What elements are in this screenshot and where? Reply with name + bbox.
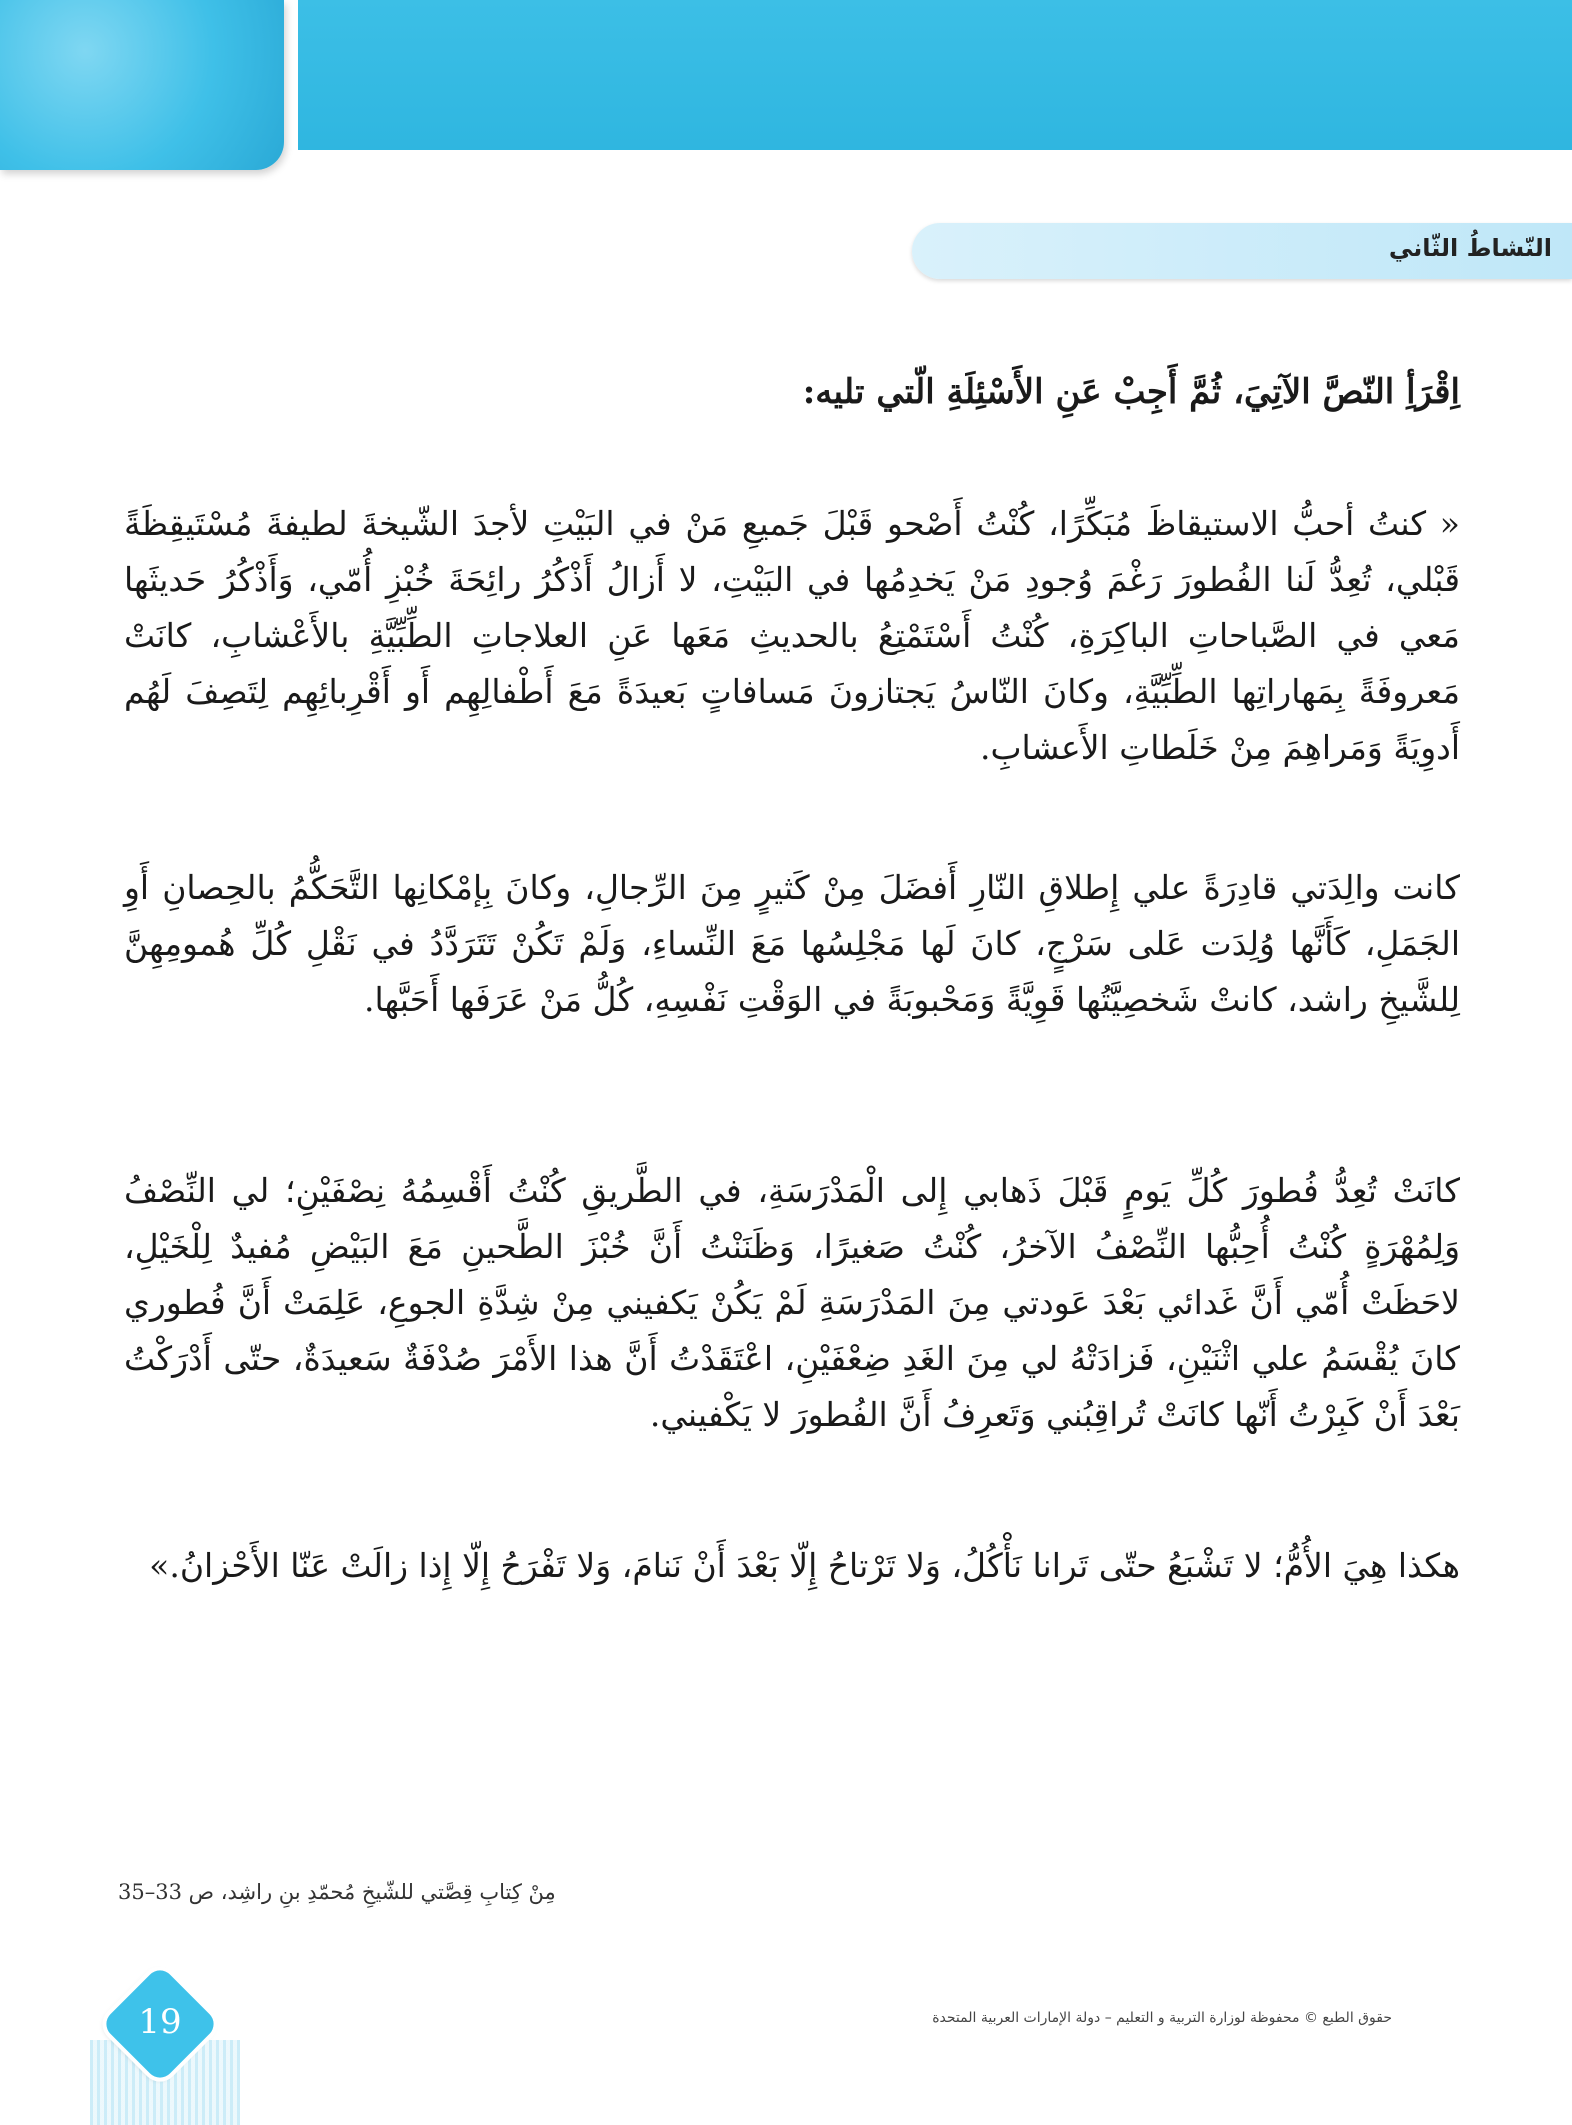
page-number-badge <box>100 1964 220 2084</box>
activity-title: النّشاطُ الثّاني <box>1388 234 1552 262</box>
paragraph-2: كانت والِدَتي قادِرَةً علي إِطلاقِ النّارِ أَفضَلَ مِنْ كَثيرٍ مِنَ الرِّجالِ، وكانَ بِإمْكانِها التَّحَكُّمُ بالحِصانِ أَوِ الجَمَلِ، كَأَنَّها وُلِدَت عَلى سَرْجٍ، كانَ لَها مَجْلِسُها مَعَ النِّساءِ، وَلَمْ تَكُنْ تَتَرَدَّدُ في نَقْلِ كُلِّ هُمومِهِنَّ لِلشَّيخِ راشد، كانتْ شَخصِيَّتُها قَوِيَّةً وَمَحْبوبَةً في الوَقْتِ نَفْسِهِ، كُلُّ مَنْ عَرَفَها أَحَبَّها. <box>124 868 1460 1019</box>
source-citation: مِنْ كِتابِ قِصَّتي للشّيخِ مُحمّدِ بنِ راشِد، ص 33–35 <box>118 1880 556 1904</box>
paragraph-1: « كنتُ أحبُّ الاستيقاظَ مُبَكِّرًا، كُنْتُ أَصْحو قَبْلَ جَميعِ مَنْ في البَيْتِ لأجدَ الشّيخةَ لطيفةَ مُسْتَيقِظَةً قَبْلي، تُعِدُّ لَنا الفُطورَ رَغْمَ وُجودِ مَنْ يَخدِمُها في البَيْتِ، لا أَزالُ أَذْكُرُ رائِحَةَ خُبْزِ أُمّي، وَأَذْكُرُ حَديثَها مَعي في الصَّباحاتِ الباكِرَةِ، كُنْتُ أَسْتَمْتِعُ بالحديثِ مَعَها عَنِ العلاجاتِ الطِّبِّيَّةِ بالأَعْشابِ، كانَتْ مَعروفَةً بِمَهاراتِها الطِّبِّيَّةِ، وكانَ النّاسُ يَجتازونَ مَسافاتٍ بَعيدَةً مَعَ أَطْفالِهِم أَو أَقْرِبائِهِم لِتَصِفَ لَهُم أَدوِيَةً وَمَراهِمَ مِنْ خَلَطاتِ الأَعشابِ. <box>124 504 1460 767</box>
activity-header-tab <box>912 223 1572 279</box>
paragraph-3: كانَتْ تُعِدُّ فُطورَ كُلِّ يَومٍ قَبْلَ ذَهابي إِلى الْمَدْرَسَةِ، في الطَّريقِ كُنْتُ أَقْسِمُهُ نِصْفَيْنِ؛ لي النِّصْفُ وَلِمُهْرَةٍ كُنْتُ أُحِبُّها النِّصْفُ الآخرُ، كُنْتُ صَغيرًا، وَظَنَنْتُ أَنَّ خُبْزَ الطَّحينِ مَعَ البَيْضِ مُفيدٌ لِلْخَيْلِ، لاحَظَتْ أُمّي أَنَّ غَدائي بَعْدَ عَودتي مِنَ المَدْرَسَةِ لَمْ يَكُنْ يَكفيني مِنْ شِدَّةِ الجوعِ، عَلِمَتْ أَنَّ فُطوري كانَ يُقْسَمُ علي اثْنَيْنِ، فَزادَتْهُ لي مِنَ الغَدِ ضِعْفَيْنِ، اعْتَقَدْتُ أَنَّ هذا الأَمْرَ صُدْفَةٌ سَعيدَةٌ، حتّى أَدْرَكْتُ بَعْدَ أَنْ كَبِرْتُ أَنّها كانَتْ تُراقِبُني وَتَعرِفُ أَنَّ الفُطورَ لا يَكْفيني. <box>124 1171 1460 1434</box>
corner-decoration <box>0 0 298 186</box>
page-number: 19 <box>138 2002 182 2042</box>
instruction-heading: اِقْرَأِ النّصَّ الآتِيَ، ثُمَّ أَجِبْ عَنِ الأَسْئِلَةِ الّتي تليه: <box>802 372 1460 412</box>
copyright-notice: حقوق الطبع © محفوظة لوزارة التربية و التعليم – دولة الإمارات العربية المتحدة <box>932 2010 1392 2026</box>
paragraph-4: هكذا هِيَ الأُمُّ؛ لا تَشْبَعُ حتّى تَرانا نَأْكُلُ، وَلا تَرْتاحُ إِلّا بَعْدَ أَنْ نَنامَ، وَلا تَفْرَحُ إِلّا إِذا زالَتْ عَنّا الأَحْزانُ.» <box>149 1546 1460 1585</box>
corner-image <box>0 0 284 170</box>
